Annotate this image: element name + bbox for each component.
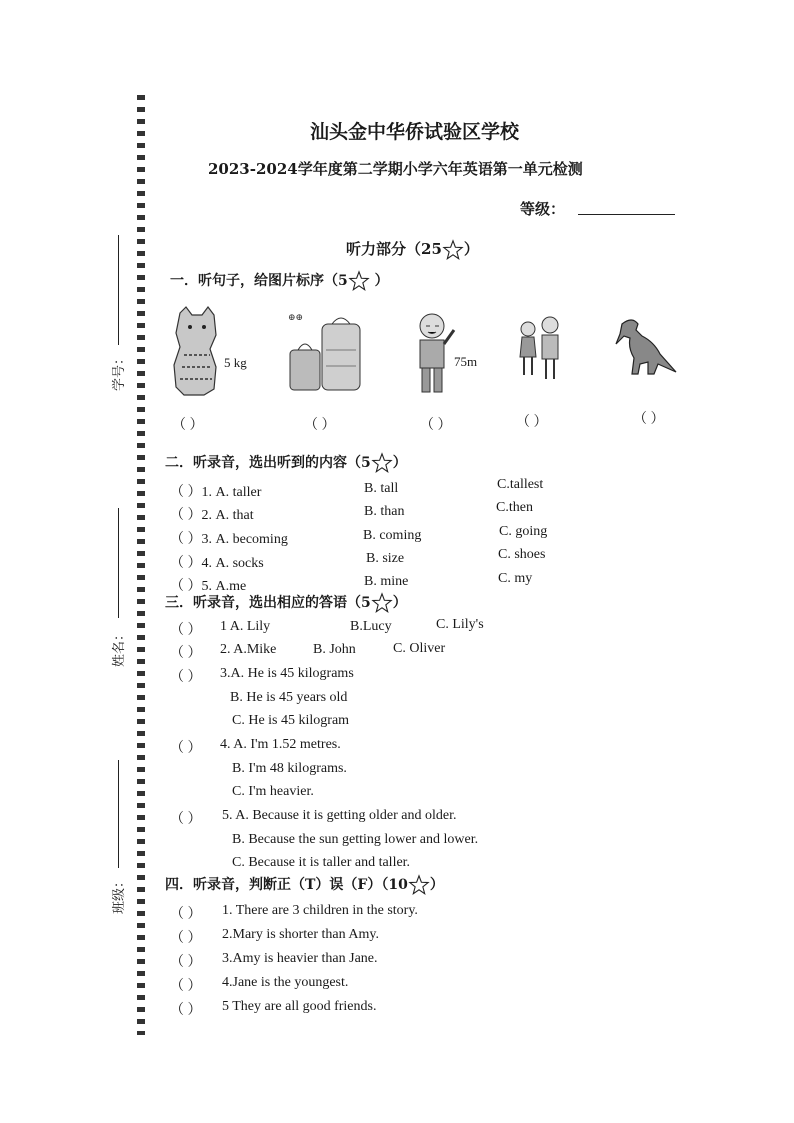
s3-q3-blank[interactable]: （ ） — [170, 670, 202, 685]
section3-title — [165, 592, 407, 614]
school-name: 汕头金中华侨试验区学校 — [310, 121, 520, 143]
s3-q5-b: B. Because the sun getting lower and lower. — [232, 832, 479, 847]
section4-title-end: ） — [429, 877, 444, 893]
s4-q1-text: 1. There are 3 children in the story. — [222, 903, 418, 918]
weight-label: 5 kg — [224, 355, 247, 370]
s4-q1-blank[interactable]: （ ） — [170, 907, 202, 922]
picture-answer-blank-5[interactable]: （ ） — [633, 412, 665, 427]
s4-q2-text: 2.Mary is shorter than Amy. — [222, 927, 379, 942]
s3-q5-a: 5. A. Because it is getting older and older. — [222, 808, 457, 823]
s2-q4-b: B. size — [366, 551, 405, 566]
s3-q4-c: C. I'm heavier. — [232, 784, 314, 799]
student-id-line — [118, 235, 119, 345]
binding-margin-dots — [137, 95, 145, 1035]
exam-title: 2023-2024学年度第二学期小学六年英语第一单元检测 — [208, 160, 583, 178]
svg-text:⊕⊕: ⊕⊕ — [288, 313, 304, 323]
s3-q1-c: C. Lily's — [436, 617, 484, 632]
s2-q2-c: C.then — [496, 500, 533, 515]
s3-q1-b: B.Lucy — [350, 619, 392, 634]
section4-title-text: 四．听录音，判断正（T）误（F）（10 — [165, 877, 408, 893]
section1-title — [170, 270, 389, 292]
grade-label: 等级： — [520, 200, 566, 218]
s3-q1-a: 1 A. Lily — [220, 619, 271, 634]
s3-q2-c: C. Oliver — [393, 641, 446, 656]
s2-q4[interactable]: （ ）4. A. socks — [170, 556, 264, 571]
name-label: 姓名： — [112, 627, 128, 668]
listening-header-end: ） — [463, 240, 479, 258]
s4-q5-text: 5 They are all good friends. — [222, 999, 377, 1014]
section2-title — [165, 452, 407, 474]
s3-q1-blank[interactable]: （ ） — [170, 623, 202, 638]
s4-q3-blank[interactable]: （ ） — [170, 955, 202, 970]
section3-title-end: ） — [392, 595, 407, 611]
s2-q1[interactable]: （ ）1. A. taller — [170, 485, 262, 500]
section1-title-text: 一．听句子，给图片标序（5 — [170, 273, 348, 289]
section4-title — [165, 874, 444, 896]
s2-q1-c: C.tallest — [497, 477, 544, 492]
s2-q4-c: C. shoes — [498, 547, 546, 562]
s2-q3-b: B. coming — [363, 528, 422, 543]
picture-answer-blank-1[interactable]: （ ） — [172, 418, 204, 433]
s3-q2-blank[interactable]: （ ） — [170, 646, 202, 661]
s4-q2-blank[interactable]: （ ） — [170, 931, 202, 946]
s3-q3-a: 3.A. He is 45 kilograms — [220, 666, 354, 681]
picture-answer-blank-2[interactable]: （ ） — [304, 418, 336, 433]
s3-q3-c: C. He is 45 kilogram — [232, 713, 350, 728]
star-icon — [442, 239, 464, 261]
section2-title-end: ） — [392, 455, 407, 471]
s3-q5-blank[interactable]: （ ） — [170, 812, 202, 827]
star-icon — [348, 270, 370, 292]
s2-q5-c: C. my — [498, 571, 533, 586]
star-icon — [371, 592, 393, 614]
class-line — [118, 760, 119, 868]
star-icon — [371, 452, 393, 474]
s3-q2-b: B. John — [313, 642, 356, 657]
bags-picture — [286, 310, 366, 394]
s3-q4-blank[interactable]: （ ） — [170, 741, 202, 756]
s2-q3[interactable]: （ ）3. A. becoming — [170, 532, 288, 547]
s4-q4-blank[interactable]: （ ） — [170, 979, 202, 994]
s2-q5[interactable]: （ ）5. A.me — [170, 579, 247, 594]
s2-q1-b: B. tall — [364, 481, 399, 496]
section3-title-text: 三．听录音，选出相应的答语（5 — [165, 595, 371, 611]
s3-q4-b: B. I'm 48 kilograms. — [232, 761, 347, 776]
s4-q3-text: 3.Amy is heavier than Jane. — [222, 951, 378, 966]
s2-q2[interactable]: （ ）2. A. that — [170, 508, 254, 523]
s2-q5-b: B. mine — [364, 574, 409, 589]
listening-header-text: 听力部分（25 — [346, 240, 442, 258]
section2-title-text: 二．听录音，选出听到的内容（5 — [165, 455, 371, 471]
star-icon — [408, 874, 430, 896]
cat-picture — [170, 305, 222, 397]
class-label: 班级： — [112, 874, 128, 915]
grade-blank-line[interactable] — [578, 214, 675, 215]
listening-header — [346, 238, 479, 261]
student-id-label: 学号： — [112, 351, 128, 392]
s3-q5-c: C. Because it is taller and taller. — [232, 855, 411, 870]
s3-q4-a: 4. A. I'm 1.52 metres. — [220, 737, 341, 752]
s4-q5-blank[interactable]: （ ） — [170, 1003, 202, 1018]
s3-q3-b: B. He is 45 years old — [230, 690, 348, 705]
two-children-picture — [516, 315, 566, 385]
s2-q2-b: B. than — [364, 504, 405, 519]
s2-q3-c: C. going — [499, 524, 548, 539]
height-label: 75m — [454, 354, 478, 369]
s4-q4-text: 4.Jane is the youngest. — [222, 975, 349, 990]
picture-answer-blank-4[interactable]: （ ） — [516, 415, 548, 430]
section1-title-end: ） — [369, 273, 389, 289]
boy-picture — [410, 312, 456, 394]
name-line — [118, 508, 119, 618]
s3-q2-a: 2. A.Mike — [220, 642, 277, 657]
dinosaur-picture — [614, 316, 678, 378]
picture-answer-blank-3[interactable]: （ ） — [420, 418, 452, 433]
